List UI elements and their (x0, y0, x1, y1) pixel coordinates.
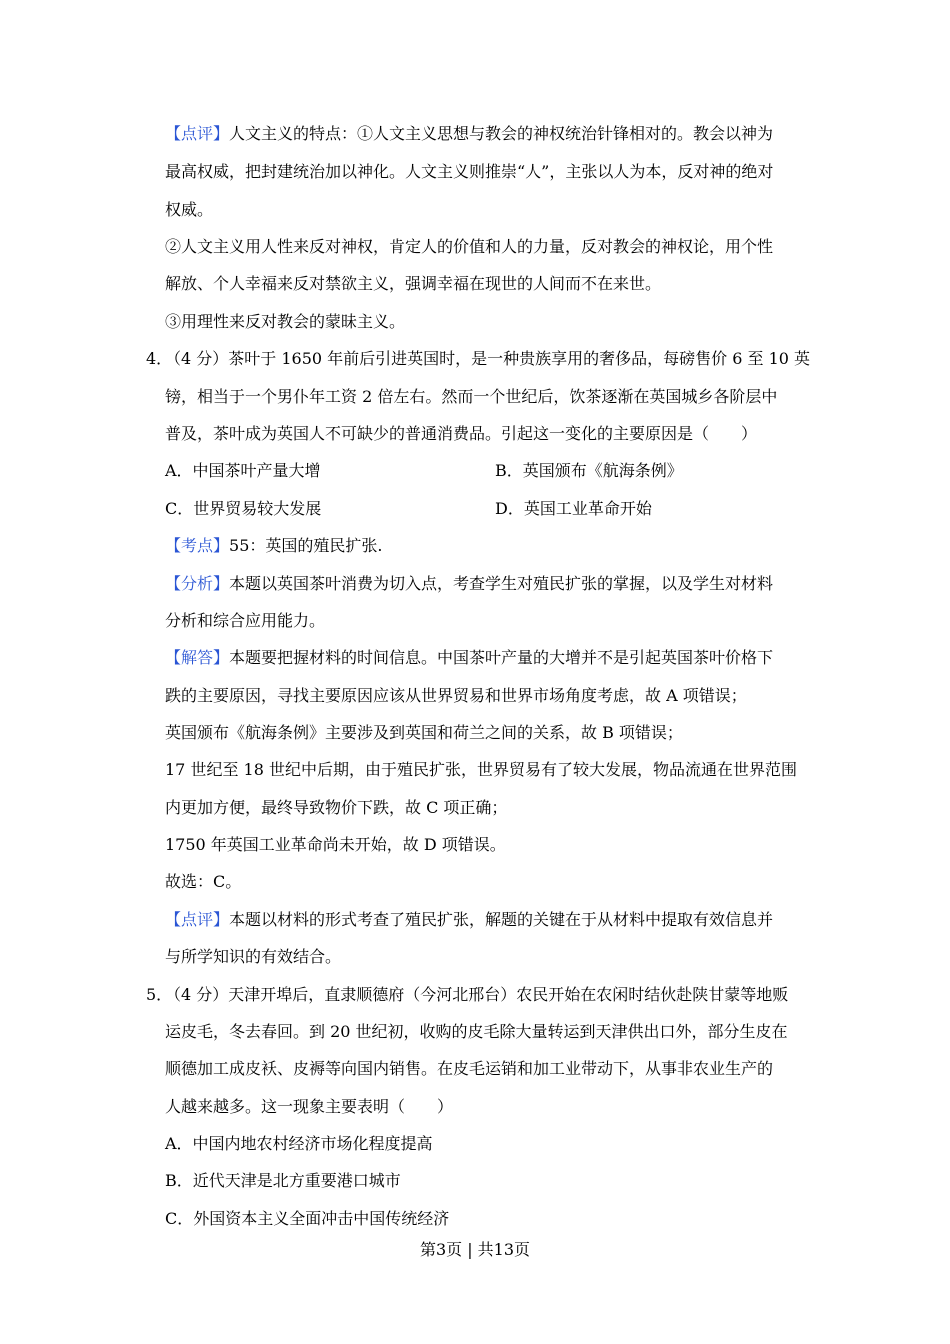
question-4-stem-1: （4 分）茶叶于 1650 年前后引进英国时，是一种贵族享用的奢侈品，每磅售价 6 至 10 英 (165, 349, 811, 368)
question-5-stem-4: 人越来越多。这一现象主要表明（ ） (165, 1097, 454, 1116)
comment-line-1 (165, 124, 773, 144)
question-4-kaodian (165, 536, 382, 556)
comment-line-5: 解放、个人幸福来反对禁欲主义，强调幸福在现世的人间而不在来世。 (165, 274, 662, 293)
comment-line-3: 权威。 (165, 200, 214, 219)
question-5-option-a: A．中国内地农村经济市场化程度提高 (165, 1134, 433, 1153)
question-4-option-b: B．英国颁布《航海条例》 (495, 461, 683, 480)
comment-text: 人文主义的特点：①人文主义思想与教会的神权统治针锋相对的。教会以神为 (229, 124, 774, 143)
question-4-answer-5: 内更加方便，最终导致物价下跌，故 C 项正确； (165, 798, 508, 817)
kaodian-text: 55：英国的殖民扩张. (229, 536, 383, 555)
question-4-answer-1 (165, 648, 773, 668)
question-4-option-d: D．英国工业革命开始 (495, 499, 652, 518)
kaodian-tag: 【考点】 (165, 536, 230, 555)
question-5-number: 5． (146, 985, 173, 1004)
comment-line-6: ③用理性来反对教会的蒙昧主义。 (165, 312, 406, 331)
question-4-answer-3: 英国颁布《航海条例》主要涉及到英国和荷兰之间的关系，故 B 项错误； (165, 723, 683, 742)
question-5-stem-1: （4 分）天津开埠后，直隶顺德府（今河北邢台）农民开始在农闲时结伙赴陕甘蒙等地贩 (165, 985, 789, 1004)
question-4-comment-1 (165, 910, 773, 930)
answer-tag: 【解答】 (165, 648, 230, 667)
answer-text: 本题要把握材料的时间信息。中国茶叶产量的大增并不是引起英国茶叶价格下 (229, 648, 774, 667)
question-5-stem-2: 运皮毛，冬去春回。到 20 世纪初，收购的皮毛除大量转运到天津供出口外，部分生皮在 (165, 1022, 788, 1041)
question-4-stem-3: 普及，茶叶成为英国人不可缺少的普通消费品。引起这一变化的主要原因是（ ） (165, 424, 758, 443)
question-5-option-b: B．近代天津是北方重要港口城市 (165, 1171, 401, 1190)
comment-text-q4: 本题以材料的形式考查了殖民扩张，解题的关键在于从材料中提取有效信息并 (229, 910, 774, 929)
analysis-text: 本题以英国茶叶消费为切入点，考查学生对殖民扩张的掌握，以及学生对材料 (229, 574, 774, 593)
comment-tag: 【点评】 (165, 124, 230, 143)
question-4-option-a: A．中国茶叶产量大增 (165, 461, 321, 480)
question-4-comment-2: 与所学知识的有效结合。 (165, 947, 342, 966)
page-footer: 第3页 | 共13页 (419, 1240, 531, 1259)
comment-line-4: ②人文主义用人性来反对神权，肯定人的价值和人的力量，反对教会的神权论，用个性 (165, 237, 774, 256)
question-4-answer-6: 1750 年英国工业革命尚未开始，故 D 项错误。 (165, 835, 506, 854)
question-4-answer-2: 跌的主要原因，寻找主要原因应该从世界贸易和世界市场角度考虑，故 A 项错误； (165, 686, 747, 705)
question-5-stem-3: 顺德加工成皮袄、皮褥等向国内销售。在皮毛运销和加工业带动下，从事非农业生产的 (165, 1059, 774, 1078)
question-4-analysis-2: 分析和综合应用能力。 (165, 611, 326, 630)
question-4-number: 4． (146, 349, 173, 368)
question-4-answer-7: 故选：C。 (165, 872, 242, 891)
question-4-stem-2: 镑，相当于一个男仆年工资 2 倍左右。然而一个世纪后，饮茶逐渐在英国城乡各阶层中 (165, 387, 778, 406)
question-4-analysis-1 (165, 574, 773, 594)
question-4-option-c: C．世界贸易较大发展 (165, 499, 322, 518)
question-5-option-c: C．外国资本主义全面冲击中国传统经济 (165, 1209, 450, 1228)
question-4-answer-4: 17 世纪至 18 世纪中后期，由于殖民扩张，世界贸易有了较大发展，物品流通在世界范围 (165, 760, 797, 779)
comment-line-2: 最高权威，把封建统治加以神化。人文主义则推崇“人”，主张以人为本，反对神的绝对 (165, 162, 774, 181)
analysis-tag: 【分析】 (165, 574, 230, 593)
comment-tag-q4: 【点评】 (165, 910, 230, 929)
